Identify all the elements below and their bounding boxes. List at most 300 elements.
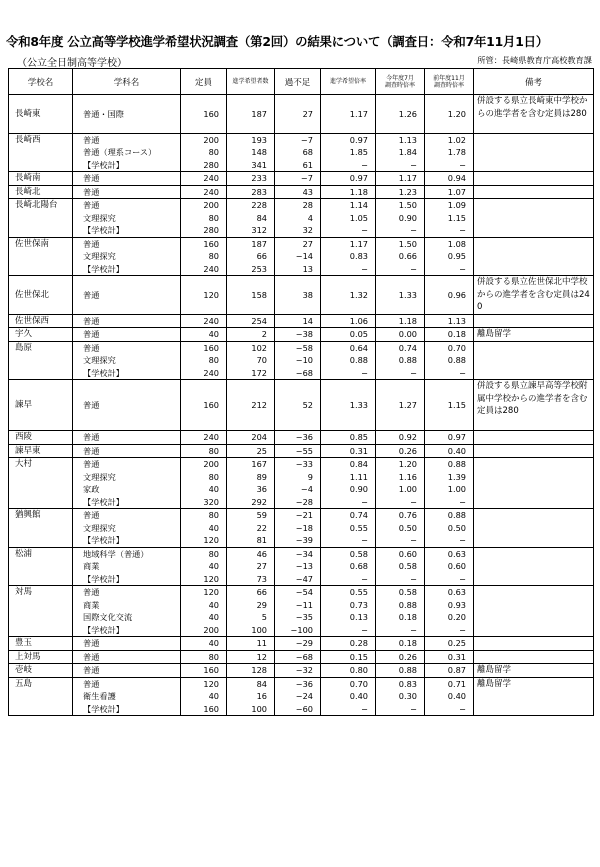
july-ratio-cell: 1.84 xyxy=(398,147,417,157)
july-ratio-cell: 0.88 xyxy=(398,355,417,365)
school-group-row xyxy=(9,637,594,651)
capacity-column xyxy=(181,341,227,380)
july-ratio-cell: 0.58 xyxy=(398,587,417,597)
diff-cell: 28 xyxy=(302,200,313,210)
dept-cell: 衛生看護 xyxy=(83,691,116,701)
school-cell xyxy=(9,341,73,380)
diff-column xyxy=(275,547,321,586)
ratio-cell: − xyxy=(361,496,368,507)
capacity-cell: 320 xyxy=(203,496,219,507)
diff-cell: −24 xyxy=(295,691,313,701)
capacity-column xyxy=(181,637,227,651)
diff-column xyxy=(275,677,321,716)
remarks-cell xyxy=(474,133,594,172)
ratio-column xyxy=(321,276,376,315)
july-ratio-cell: − xyxy=(410,535,417,545)
applicants-cell: 233 xyxy=(251,173,267,183)
school-cell xyxy=(9,276,73,315)
diff-cell: −68 xyxy=(295,367,313,378)
school-cell xyxy=(9,458,73,509)
remarks-cell xyxy=(474,199,594,238)
capacity-cell: 240 xyxy=(203,315,219,326)
ratio-column xyxy=(321,341,376,380)
capacity-column xyxy=(181,172,227,186)
remarks-cell xyxy=(474,547,594,586)
applicants-cell: 172 xyxy=(251,367,267,378)
remarks-text: 併設する県立諫早高等学校附属中学校からの進学者を含む定員は280 xyxy=(477,381,588,416)
school-group-row xyxy=(9,431,594,445)
school-cell xyxy=(9,185,73,199)
dept-cell: 【学校計】 xyxy=(83,573,124,584)
capacity-column xyxy=(181,650,227,664)
school-cell xyxy=(9,547,73,586)
capacity-column xyxy=(181,509,227,548)
applicants-column xyxy=(227,650,275,664)
applicants-cell: 59 xyxy=(256,510,267,520)
dept-cell: 【学校計】 xyxy=(83,703,124,714)
diff-column xyxy=(275,95,321,134)
capacity-cell: 40 xyxy=(208,599,219,610)
school-group-row xyxy=(9,199,594,238)
dept-cell: 普通 xyxy=(83,329,100,339)
july-ratio-column xyxy=(376,547,425,586)
dept-cell: 普通 xyxy=(83,238,100,249)
prev-ratio-column xyxy=(425,444,474,458)
school-name: 豊玉 xyxy=(15,638,33,648)
remarks-text: 離島留学 xyxy=(477,329,512,339)
applicants-cell: 158 xyxy=(251,289,267,300)
applicants-cell: 12 xyxy=(256,651,267,662)
prev-ratio-cell: 0.31 xyxy=(447,651,466,662)
capacity-column xyxy=(181,237,227,276)
capacity-cell: 200 xyxy=(203,459,219,469)
prev-ratio-column xyxy=(425,328,474,342)
prev-ratio-column xyxy=(425,547,474,586)
prev-ratio-cell: − xyxy=(459,624,466,635)
ratio-cell: 0.05 xyxy=(349,329,368,339)
school-group-row xyxy=(9,95,594,134)
dept-column xyxy=(73,95,181,134)
school-name: 佐世保西 xyxy=(15,315,50,326)
july-ratio-cell: − xyxy=(410,496,417,507)
prev-ratio-cell: 0.63 xyxy=(447,587,466,597)
header-prev-ratio xyxy=(425,69,474,95)
applicants-cell: 5 xyxy=(261,612,267,622)
diff-cell: −100 xyxy=(290,624,313,635)
diff-cell: 27 xyxy=(302,238,313,249)
capacity-column xyxy=(181,328,227,342)
diff-cell: 13 xyxy=(302,263,313,274)
dept-column xyxy=(73,341,181,380)
applicants-cell: 212 xyxy=(251,399,267,410)
school-name: 長崎南 xyxy=(15,173,41,183)
july-ratio-column xyxy=(376,586,425,637)
prev-ratio-cell: 1.20 xyxy=(447,108,466,119)
diff-cell: −11 xyxy=(295,599,313,610)
dept-column xyxy=(73,677,181,716)
capacity-column xyxy=(181,314,227,328)
dept-cell: 普通 xyxy=(83,445,100,456)
july-ratio-cell: 0.18 xyxy=(398,612,417,622)
prev-ratio-cell: − xyxy=(459,263,466,274)
school-cell xyxy=(9,133,73,172)
remarks-cell xyxy=(474,650,594,664)
applicants-cell: 128 xyxy=(251,665,267,675)
capacity-cell: 40 xyxy=(208,522,219,533)
july-ratio-column xyxy=(376,276,425,315)
school-cell xyxy=(9,199,73,238)
dept-column xyxy=(73,314,181,328)
remarks-cell xyxy=(474,237,594,276)
ratio-cell: 0.90 xyxy=(349,484,368,494)
dept-cell: 【学校計】 xyxy=(83,263,124,274)
ratio-cell: − xyxy=(361,624,368,635)
diff-cell: 9 xyxy=(307,471,313,482)
ratio-cell: 1.17 xyxy=(349,238,368,249)
diff-cell: −60 xyxy=(295,703,313,714)
header-dept: 学科名 xyxy=(73,69,181,95)
source-note: 所管：長崎県教育庁高校教育課 xyxy=(477,55,592,65)
applicants-column xyxy=(227,95,275,134)
ratio-cell: 0.84 xyxy=(349,459,368,469)
july-ratio-cell: 0.88 xyxy=(398,599,417,610)
dept-cell: 普通 xyxy=(83,638,100,648)
capacity-cell: 120 xyxy=(203,535,219,545)
school-group-row xyxy=(9,185,594,199)
school-group-row xyxy=(9,677,594,716)
header-applicants: 進学希望者数 xyxy=(227,69,275,95)
diff-column xyxy=(275,199,321,238)
dept-cell: 普通 xyxy=(83,399,100,410)
july-ratio-column xyxy=(376,444,425,458)
july-ratio-cell: 0.76 xyxy=(398,510,417,520)
prev-ratio-column xyxy=(425,650,474,664)
prev-ratio-column xyxy=(425,664,474,678)
dept-cell: 文理探究 xyxy=(83,355,116,365)
july-ratio-column xyxy=(376,185,425,199)
applicants-column xyxy=(227,172,275,186)
capacity-cell: 40 xyxy=(208,561,219,571)
ratio-column xyxy=(321,444,376,458)
ratio-cell: 1.05 xyxy=(349,212,368,223)
capacity-cell: 200 xyxy=(203,624,219,635)
remarks-cell xyxy=(474,458,594,509)
dept-cell: 文理探究 xyxy=(83,251,116,261)
ratio-cell: 0.88 xyxy=(349,355,368,365)
prev-ratio-cell: 0.20 xyxy=(447,612,466,622)
prev-ratio-column xyxy=(425,677,474,716)
dept-cell: 普通 xyxy=(83,342,100,353)
capacity-column xyxy=(181,444,227,458)
july-ratio-cell: 0.50 xyxy=(398,522,417,533)
dept-cell: 普通 xyxy=(83,678,100,689)
july-ratio-column xyxy=(376,509,425,548)
july-ratio-cell: − xyxy=(410,225,417,235)
capacity-cell: 200 xyxy=(203,200,219,210)
dept-cell: 普通・国際 xyxy=(83,108,124,119)
capacity-cell: 160 xyxy=(203,665,219,675)
diff-column xyxy=(275,276,321,315)
capacity-cell: 40 xyxy=(208,484,219,494)
ratio-column xyxy=(321,237,376,276)
diff-cell: 52 xyxy=(302,399,313,410)
remarks-text: 併設する県立佐世保北中学校からの進学者を含む定員は240 xyxy=(477,277,590,312)
applicants-cell: 11 xyxy=(256,638,267,648)
remarks-text: 離島留学 xyxy=(477,678,512,689)
capacity-column xyxy=(181,664,227,678)
dept-cell: 普通 xyxy=(83,134,100,145)
prev-ratio-cell: 0.63 xyxy=(447,548,466,559)
dept-cell: 普通 xyxy=(83,186,100,197)
dept-cell: 普通（理系コース） xyxy=(83,147,157,157)
diff-cell: −13 xyxy=(295,561,313,571)
applicants-cell: 187 xyxy=(251,238,267,249)
remarks-cell xyxy=(474,637,594,651)
ratio-column xyxy=(321,650,376,664)
july-ratio-cell: 0.26 xyxy=(398,651,417,662)
applicants-column xyxy=(227,314,275,328)
diff-cell: −33 xyxy=(295,459,313,469)
applicants-cell: 100 xyxy=(251,703,267,714)
applicants-column xyxy=(227,586,275,637)
applicants-cell: 27 xyxy=(256,561,267,571)
july-ratio-cell: − xyxy=(410,263,417,274)
july-ratio-column xyxy=(376,199,425,238)
applicants-column xyxy=(227,444,275,458)
remarks-cell xyxy=(474,276,594,315)
capacity-cell: 240 xyxy=(203,432,219,442)
prev-ratio-cell: 0.70 xyxy=(447,342,466,353)
diff-column xyxy=(275,509,321,548)
dept-cell: 普通 xyxy=(83,587,100,597)
july-ratio-cell: 1.00 xyxy=(398,484,417,494)
ratio-column xyxy=(321,380,376,431)
prev-ratio-cell: 1.78 xyxy=(447,147,466,157)
july-ratio-column xyxy=(376,380,425,431)
capacity-column xyxy=(181,547,227,586)
school-name: 宇久 xyxy=(15,329,33,339)
diff-column xyxy=(275,341,321,380)
diff-cell: −47 xyxy=(295,573,313,584)
header-july-line2: 調査時倍率 xyxy=(384,81,415,89)
july-ratio-cell: 0.83 xyxy=(398,678,417,689)
capacity-column xyxy=(181,185,227,199)
july-ratio-cell: 1.27 xyxy=(398,399,417,410)
ratio-cell: 1.18 xyxy=(349,186,368,197)
diff-cell: −58 xyxy=(295,342,313,353)
july-ratio-cell: 1.50 xyxy=(398,238,417,249)
remarks-text: 併設する県立長崎東中学校からの進学者を含む定員は280 xyxy=(477,96,588,119)
capacity-cell: 280 xyxy=(203,159,219,170)
dept-cell: 【学校計】 xyxy=(83,496,124,507)
capacity-cell: 240 xyxy=(203,263,219,274)
diff-column xyxy=(275,650,321,664)
diff-cell: 4 xyxy=(307,212,313,223)
applicants-cell: 204 xyxy=(251,432,267,442)
applicants-cell: 193 xyxy=(251,134,267,145)
applicants-cell: 84 xyxy=(256,678,267,689)
ratio-cell: − xyxy=(361,573,368,584)
applicants-cell: 22 xyxy=(256,522,267,533)
applicants-cell: 312 xyxy=(251,225,267,235)
ratio-cell: − xyxy=(361,367,368,378)
capacity-cell: 40 xyxy=(208,612,219,622)
capacity-cell: 80 xyxy=(208,445,219,456)
applicants-cell: 102 xyxy=(251,342,267,353)
ratio-column xyxy=(321,586,376,637)
prev-ratio-column xyxy=(425,509,474,548)
header-diff: 過不足 xyxy=(275,69,321,95)
dept-cell: 家政 xyxy=(83,484,100,494)
dept-cell: 普通 xyxy=(83,665,100,675)
july-ratio-cell: − xyxy=(410,159,417,170)
applicants-column xyxy=(227,637,275,651)
ratio-cell: − xyxy=(361,263,368,274)
remarks-cell xyxy=(474,431,594,445)
prev-ratio-column xyxy=(425,431,474,445)
capacity-cell: 80 xyxy=(208,651,219,662)
july-ratio-column xyxy=(376,133,425,172)
school-cell xyxy=(9,328,73,342)
prev-ratio-cell: 0.25 xyxy=(447,638,466,648)
ratio-cell: 0.68 xyxy=(349,561,368,571)
school-cell xyxy=(9,95,73,134)
school-name: 猶興館 xyxy=(15,510,41,520)
school-cell xyxy=(9,586,73,637)
prev-ratio-cell: 1.08 xyxy=(447,238,466,249)
applicants-cell: 228 xyxy=(251,200,267,210)
school-name: 佐世保北 xyxy=(15,289,50,300)
diff-column xyxy=(275,637,321,651)
capacity-cell: 40 xyxy=(208,638,219,648)
ratio-cell: 1.85 xyxy=(349,147,368,157)
prev-ratio-cell: 1.39 xyxy=(447,471,466,482)
ratio-cell: 1.06 xyxy=(349,315,368,326)
prev-ratio-cell: 0.88 xyxy=(447,459,466,469)
capacity-cell: 280 xyxy=(203,225,219,235)
diff-column xyxy=(275,172,321,186)
diff-cell: 14 xyxy=(302,315,313,326)
applicants-column xyxy=(227,276,275,315)
ratio-column xyxy=(321,509,376,548)
dept-cell: 文理探究 xyxy=(83,212,116,223)
capacity-column xyxy=(181,431,227,445)
july-ratio-cell: 0.66 xyxy=(398,251,417,261)
july-ratio-column xyxy=(376,664,425,678)
diff-cell: −34 xyxy=(295,548,313,559)
applicants-cell: 66 xyxy=(256,587,267,597)
ratio-cell: 0.97 xyxy=(349,134,368,145)
dept-column xyxy=(73,133,181,172)
remarks-cell xyxy=(474,380,594,431)
capacity-cell: 120 xyxy=(203,587,219,597)
capacity-cell: 160 xyxy=(203,399,219,410)
capacity-cell: 80 xyxy=(208,548,219,559)
school-group-row xyxy=(9,341,594,380)
july-ratio-cell: 0.90 xyxy=(398,212,417,223)
school-group-row xyxy=(9,509,594,548)
diff-cell: 43 xyxy=(302,186,313,197)
ratio-cell: 0.97 xyxy=(349,173,368,183)
prev-ratio-cell: − xyxy=(459,535,466,545)
prev-ratio-cell: 0.40 xyxy=(447,691,466,701)
header-prev-line2: 調査時倍率 xyxy=(433,81,464,89)
ratio-cell: 1.17 xyxy=(349,108,368,119)
ratio-cell: 0.40 xyxy=(349,691,368,701)
ratio-column xyxy=(321,185,376,199)
july-ratio-cell: 0.18 xyxy=(398,638,417,648)
july-ratio-cell: 1.16 xyxy=(398,471,417,482)
capacity-cell: 160 xyxy=(203,703,219,714)
capacity-cell: 80 xyxy=(208,471,219,482)
applicants-column xyxy=(227,328,275,342)
capacity-column xyxy=(181,133,227,172)
prev-ratio-column xyxy=(425,458,474,509)
remarks-cell xyxy=(474,185,594,199)
school-name: 五島 xyxy=(15,678,33,689)
july-ratio-column xyxy=(376,341,425,380)
dept-cell: 【学校計】 xyxy=(83,624,124,635)
dept-cell: 普通 xyxy=(83,289,100,300)
dept-column xyxy=(73,586,181,637)
applicants-cell: 81 xyxy=(256,535,267,545)
prev-ratio-column xyxy=(425,380,474,431)
prev-ratio-cell: 0.40 xyxy=(447,445,466,456)
diff-cell: −7 xyxy=(300,134,313,145)
school-name: 大村 xyxy=(15,459,33,469)
dept-cell: 商業 xyxy=(83,561,100,571)
capacity-column xyxy=(181,276,227,315)
dept-column xyxy=(73,650,181,664)
july-ratio-cell: − xyxy=(410,703,417,714)
school-group-row xyxy=(9,328,594,342)
prev-ratio-cell: 0.71 xyxy=(447,678,466,689)
capacity-column xyxy=(181,458,227,509)
capacity-cell: 200 xyxy=(203,134,219,145)
school-group-row xyxy=(9,276,594,315)
capacity-column xyxy=(181,586,227,637)
diff-cell: −18 xyxy=(295,522,313,533)
ratio-cell: 0.64 xyxy=(349,342,368,353)
capacity-cell: 120 xyxy=(203,573,219,584)
diff-cell: −28 xyxy=(295,496,313,507)
capacity-cell: 120 xyxy=(203,289,219,300)
applicants-column xyxy=(227,185,275,199)
applicants-cell: 187 xyxy=(251,108,267,119)
page-subtitle: （公立全日制高等学校） xyxy=(17,58,127,69)
applicants-cell: 253 xyxy=(251,263,267,274)
prev-ratio-cell: − xyxy=(459,573,466,584)
applicants-cell: 283 xyxy=(251,186,267,197)
prev-ratio-cell: 0.18 xyxy=(447,329,466,339)
diff-cell: −10 xyxy=(295,355,313,365)
school-group-row xyxy=(9,380,594,431)
applicants-cell: 254 xyxy=(251,315,267,326)
diff-column xyxy=(275,185,321,199)
capacity-cell: 40 xyxy=(208,691,219,701)
page-title: 令和8年度 公立高等学校進学希望状況調査（第2回）の結果について（調査日：令和7年11月1日） xyxy=(6,34,549,49)
school-group-row xyxy=(9,664,594,678)
diff-cell: −38 xyxy=(295,329,313,339)
ratio-column xyxy=(321,677,376,716)
prev-ratio-cell: 1.02 xyxy=(447,134,466,145)
remarks-cell xyxy=(474,314,594,328)
ratio-column xyxy=(321,637,376,651)
diff-cell: 68 xyxy=(302,147,313,157)
dept-column xyxy=(73,664,181,678)
applicants-column xyxy=(227,133,275,172)
dept-column xyxy=(73,380,181,431)
